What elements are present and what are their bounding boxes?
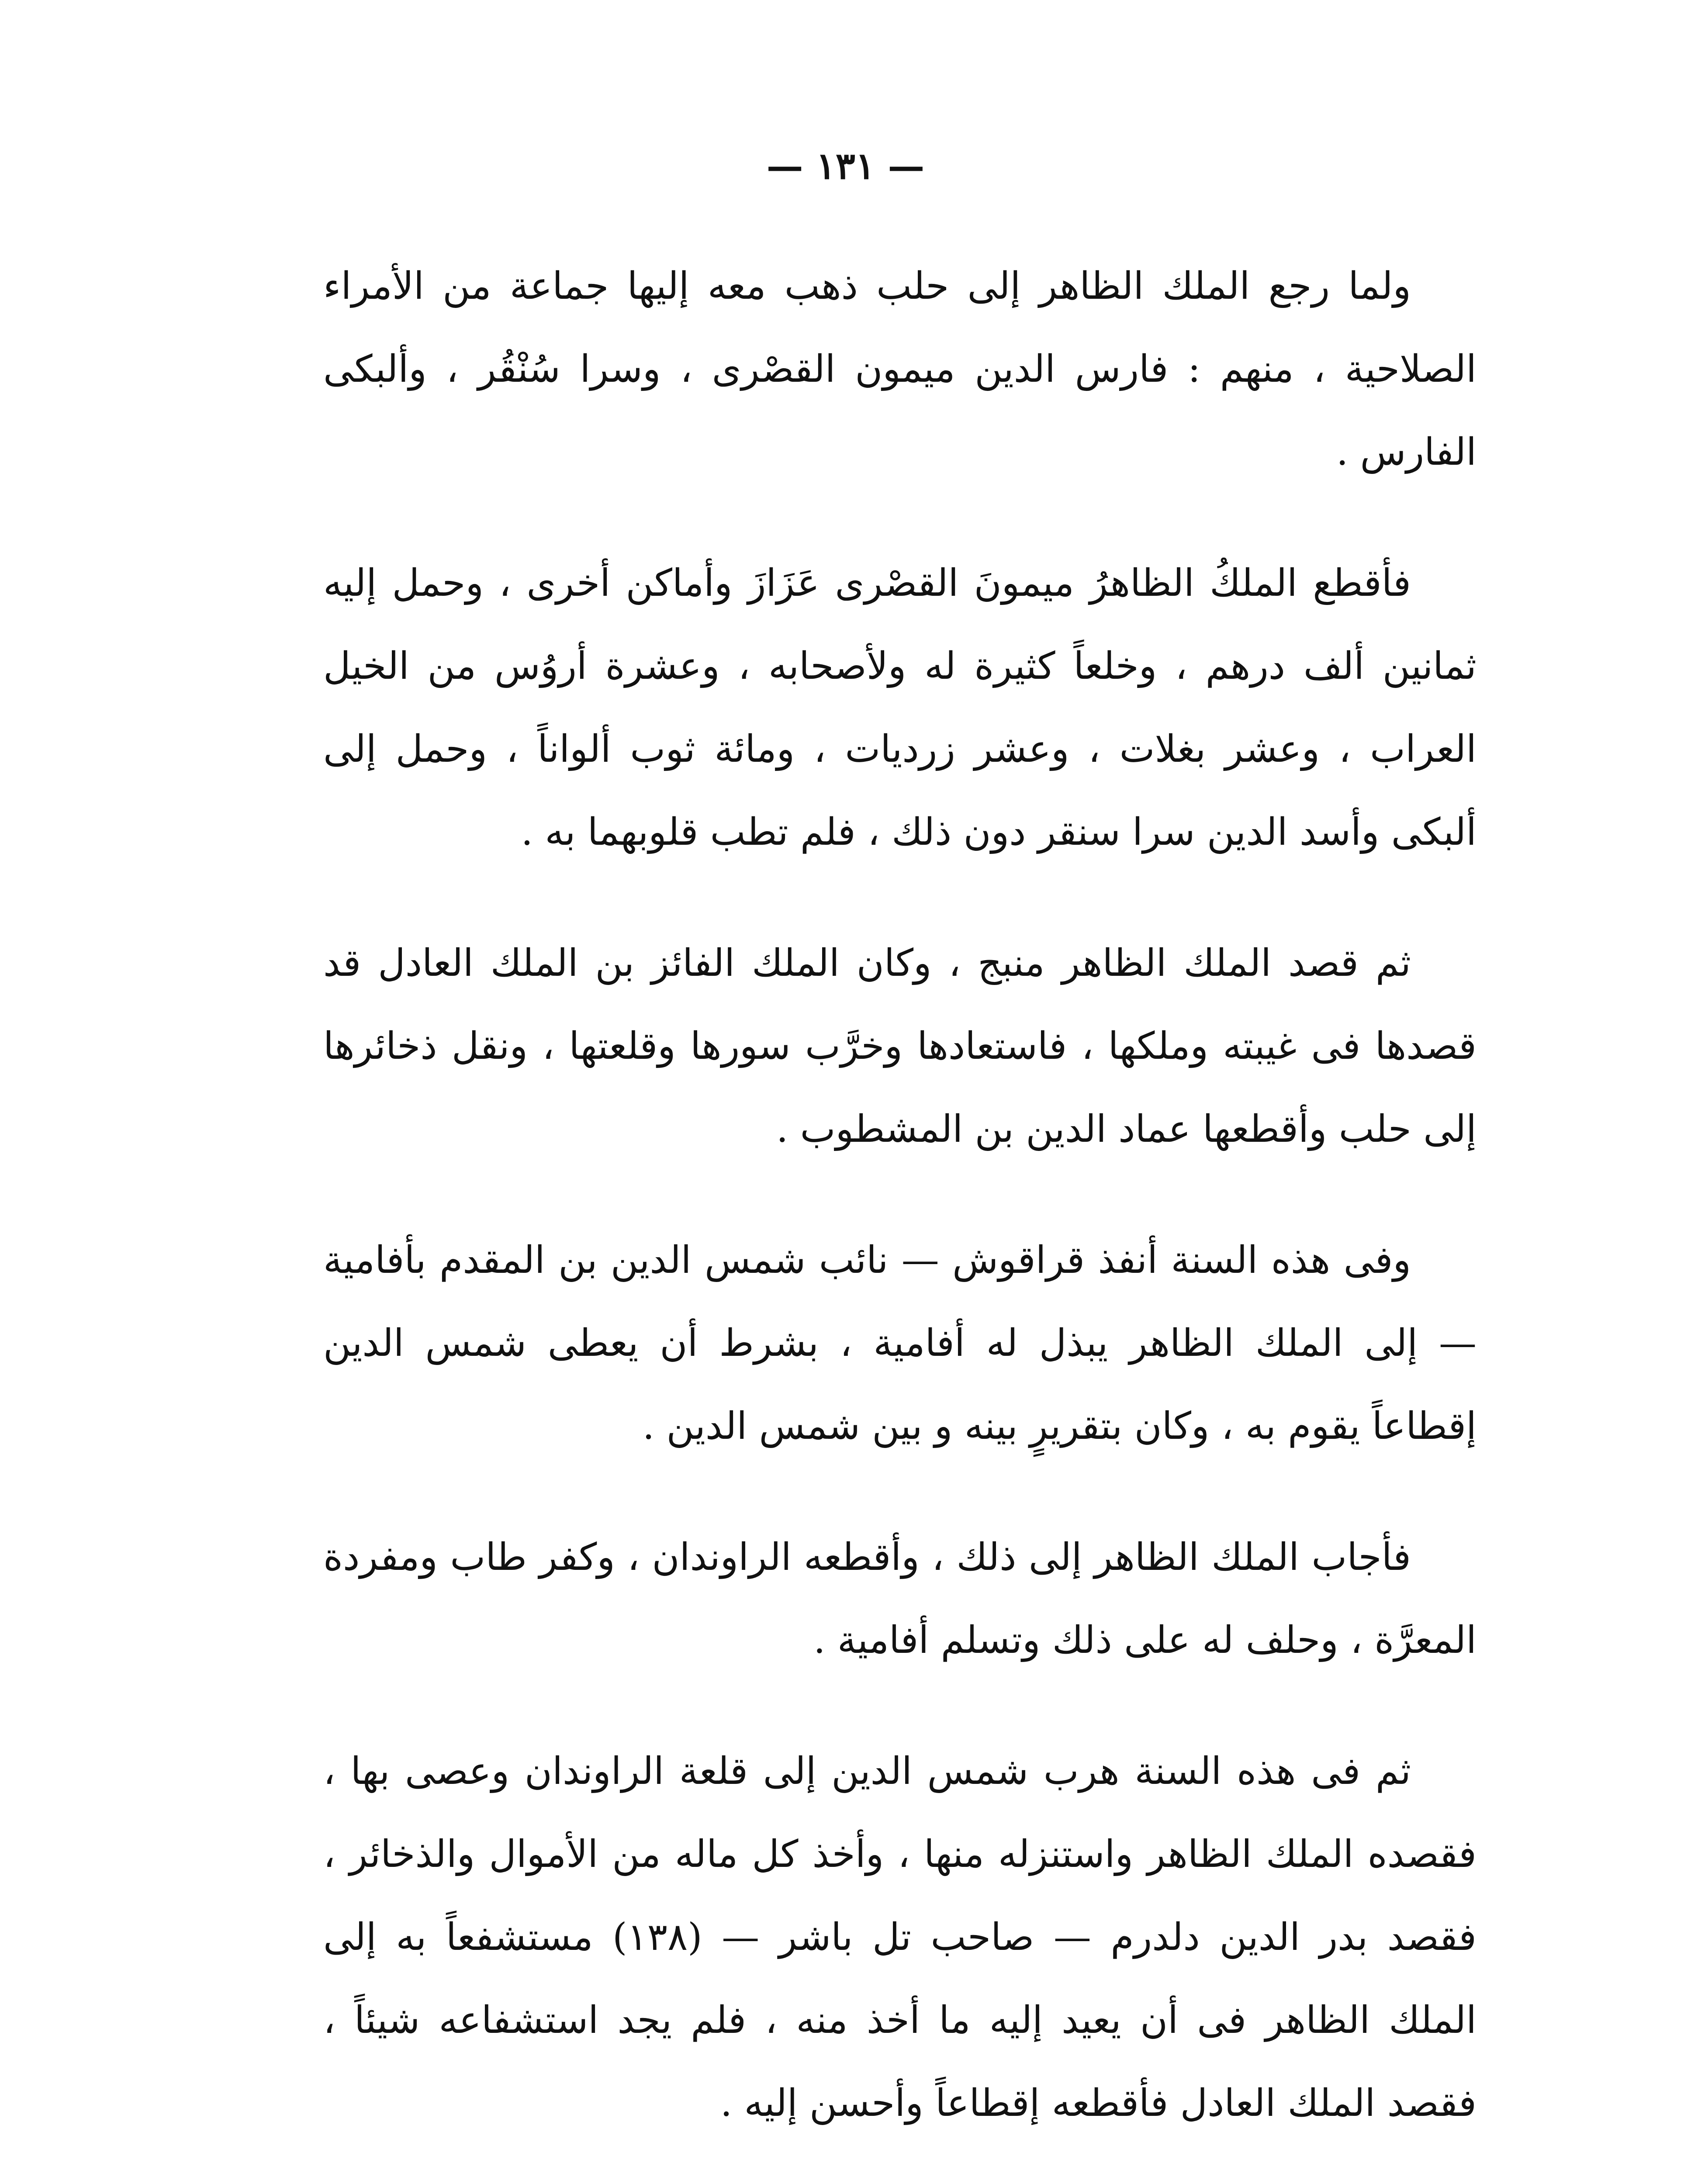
paragraph: ثم قصد الملك الظاهر منبج ، وكان الملك الفائز بن الملك العادل قد قصدها فى غيبته وملكها ، فاستعادها وخرَّب سورها وقلعتها ، ونقل ذخائرها إلى حلب وأقطعها عماد الدين بن المشطوب . (323, 941, 1477, 1151)
page-number: — ١٣١ — (766, 144, 925, 187)
paragraph: فأقطع الملكُ الظاهرُ ميمونَ القصْرى عَزَازَ وأماكن أخرى ، وحمل إليه ثمانين ألف درهم ، وخلعاً كثيرة له ولأصحابه ، وعشرة أروُس من الخيل العراب ، وعشر بغلات ، وعشر زرديات ، ومائة ثوب ألواناً ، وحمل إلى ألبكى وأسد الدين سرا سنقر دون ذلك ، فلم تطب قلوبهما به . (323, 561, 1477, 854)
paragraph: ولما رجع الملك الظاهر إلى حلب ذهب معه إليها جماعة من الأمراء الصلاحية ، منهم : فارس الدين ميمون القصْرى ، وسرا سُنْقُر ، وألبكى الفارس . (323, 264, 1477, 474)
paragraph: فأجاب الملك الظاهر إلى ذلك ، وأقطعه الراوندان ، وكفر طاب ومفردة المعرَّة ، وحلف له على ذلك وتسلم أفامية . (323, 1535, 1477, 1662)
body-text (323, 245, 1477, 2184)
paragraph: وفى هذه السنة أنفذ قراقوش — نائب شمس الدين بن المقدم بأفامية — إلى الملك الظاهر يبذل له أفامية ، بشرط أن يعطى شمس الدين إقطاعاً يقوم به ، وكان بتقريرٍ بينه و بين شمس الدين . (323, 1238, 1477, 1448)
paragraph: ثم فى هذه السنة هرب شمس الدين إلى قلعة الراوندان وعصى بها ، فقصده الملك الظاهر واستنزله منها ، وأخذ كل ماله من الأموال والذخائر ، فقصد بدر الدين دلدرم — صاحب تل باشر — (١٣٨) مستشفعاً به إلى الملك الظاهر فى أن يعيد إليه ما أخذ منه ، فلم يجد استشفاعه شيئاً ، فقصد الملك العادل فأقطعه إقطاعاً وأحسن إليه . (323, 1749, 1477, 2125)
